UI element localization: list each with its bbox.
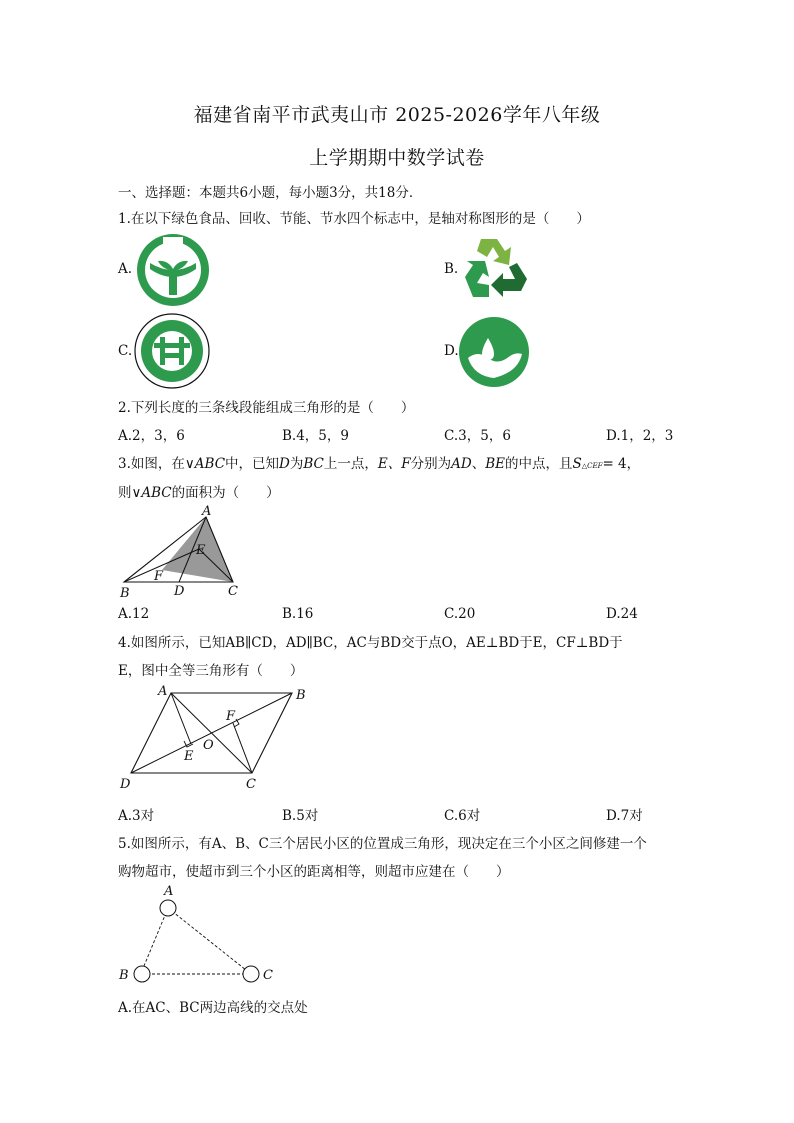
green-food-logo-icon: [136, 233, 210, 307]
q5-stem-line2: 购物超市，使超市到三个小区的距离相等，则超市应建在（ ）: [118, 864, 510, 880]
label-e: E: [196, 543, 206, 558]
q5-residential-figure: [116, 884, 281, 984]
label-b: B: [296, 688, 306, 703]
triangle-symbol: ∨: [184, 456, 195, 472]
label-f: F: [154, 569, 164, 584]
label-a: A: [158, 684, 168, 699]
q5-option-a: A.在AC、BC两边高线的交点处: [118, 1000, 308, 1016]
q1-option-d-label: D.: [444, 343, 459, 359]
label-e: E: [184, 749, 194, 764]
q3-option-c: C.20: [444, 606, 476, 622]
community-c-marker: [243, 966, 259, 982]
label-b: B: [119, 968, 129, 983]
q2-stem: 2.下列长度的三条线段能组成三角形的是（ ）: [118, 400, 415, 416]
q4-stem-line2: E，图中全等三角形有（ ）: [118, 663, 304, 679]
exam-title-line2: 上学期期中数学试卷: [309, 147, 485, 169]
q3-triangle-figure: [116, 505, 246, 600]
q5-stem: 5.如图所示，有A、B、C三个居民小区的位置成三角形，现决定在三个小区之间修建一个: [118, 836, 647, 852]
q1-stem: 1.在以下绿色食品、回收、节能、节水四个标志中，是轴对称图形的是（ ）: [118, 211, 590, 227]
community-a-marker: [160, 900, 176, 916]
q4-stem: 4.如图所示，已知AB∥CD，AD∥BC，AC与BD交于点O，AE⊥BD于E，CF⊥BD于: [118, 635, 623, 651]
energy-saving-logo-icon: [134, 313, 210, 389]
label-a: A: [164, 884, 174, 899]
q3-option-d: D.24: [606, 606, 638, 622]
q3-stem-line2: 则∨ABC的面积为（ ）: [118, 485, 280, 501]
label-d: D: [120, 777, 131, 792]
q4-option-c: C.6对: [444, 808, 481, 824]
label-c: C: [263, 968, 273, 983]
label-b: B: [120, 586, 130, 600]
q4-option-a: A.3对: [118, 808, 155, 824]
q1-option-a-label: A.: [118, 261, 133, 277]
label-c: C: [246, 777, 256, 792]
triangle-symbol: ∨: [131, 485, 142, 501]
q3-option-a: A.12: [118, 606, 150, 622]
label-o: O: [203, 738, 214, 753]
q2-option-d: D.1，2，3: [606, 428, 674, 444]
q3-stem: 3.如图，在∨ABC中，已知D为BC上一点，E、F分别为AD、BE的中点，且S△CEF= 4，: [118, 456, 641, 472]
q1-option-c-label: C.: [118, 343, 133, 359]
q4-option-d: D.7对: [606, 808, 643, 824]
water-saving-logo-icon: [458, 316, 530, 388]
label-c: C: [228, 584, 238, 599]
label-a: A: [202, 505, 212, 519]
label-f: F: [226, 709, 236, 724]
q2-option-c: C.3，5，6: [444, 428, 511, 444]
q1-option-b-label: B.: [444, 261, 459, 277]
q3-option-b: B.16: [282, 606, 314, 622]
q4-option-b: B.5对: [282, 808, 319, 824]
q2-option-b: B.4，5，9: [282, 428, 349, 444]
recycle-logo-icon: [459, 233, 531, 303]
section-heading: 一、选择题：本题共6小题，每小题3分，共18分．: [118, 185, 423, 201]
community-b-marker: [134, 966, 150, 982]
q4-parallelogram-figure: [116, 683, 316, 795]
q2-option-a: A.2，3，6: [118, 428, 185, 444]
label-d: D: [174, 584, 185, 599]
exam-title-line1: 福建省南平市武夷山市 2025-2026学年八年级: [193, 104, 601, 126]
